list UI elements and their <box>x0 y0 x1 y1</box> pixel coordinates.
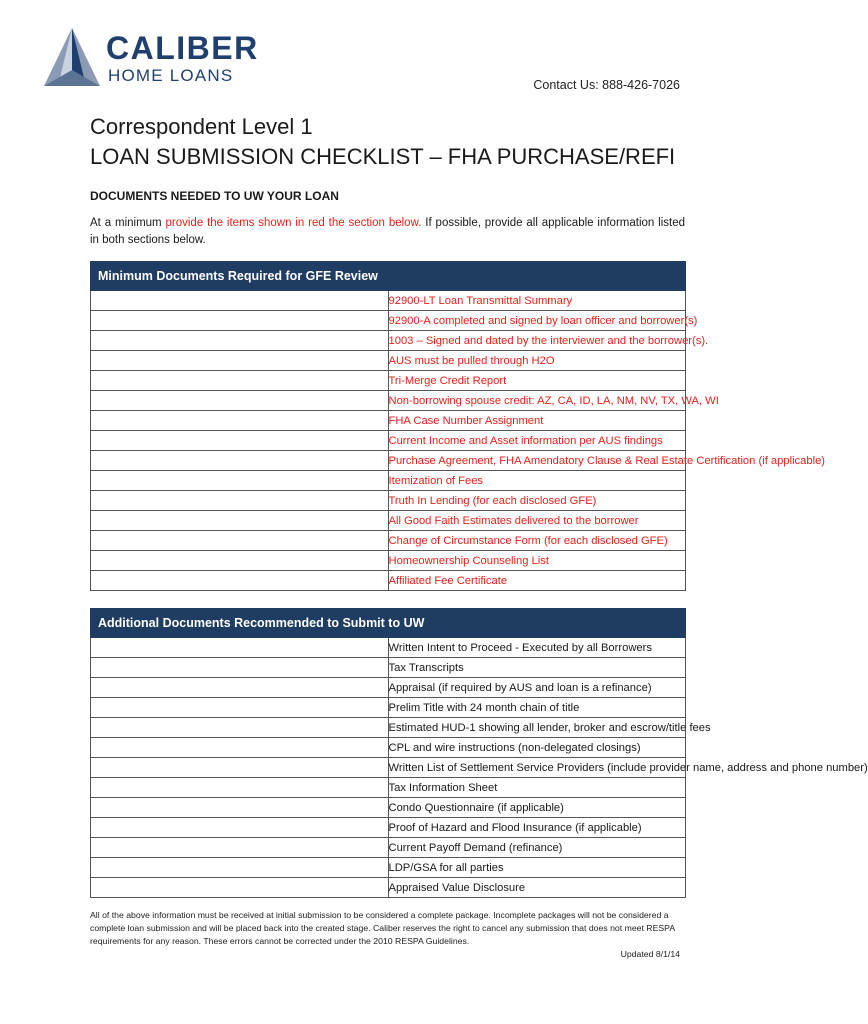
page-title-line2: LOAN SUBMISSION CHECKLIST – FHA PURCHASE/REFI <box>90 144 676 169</box>
checklist-row <box>91 391 686 411</box>
checklist-row <box>91 638 686 658</box>
checkbox-cell[interactable] <box>91 698 389 718</box>
checklist-item-text: Itemization of Fees <box>388 471 686 491</box>
checklist-item-text: Purchase Agreement, FHA Amendatory Clause & Real Estate Certification (if applicable) <box>388 451 686 471</box>
section-heading: DOCUMENTS NEEDED TO UW YOUR LOAN <box>90 189 339 203</box>
checklist-item-text: Non-borrowing spouse credit: AZ, CA, ID, LA, NM, NV, TX, WA, WI <box>388 391 686 411</box>
checkbox-cell[interactable] <box>91 571 389 591</box>
checkbox-cell[interactable] <box>91 678 389 698</box>
checkbox-cell[interactable] <box>91 658 389 678</box>
checklist-row <box>91 471 686 491</box>
checklist-item-text: Prelim Title with 24 month chain of title <box>388 698 686 718</box>
checklist-item-text: 92900-LT Loan Transmittal Summary <box>388 291 686 311</box>
contact-phone: Contact Us: 888-426-7026 <box>533 78 680 92</box>
checklist-row <box>91 878 686 898</box>
checkbox-cell[interactable] <box>91 858 389 878</box>
checkbox-cell[interactable] <box>91 638 389 658</box>
checklist-row <box>91 551 686 571</box>
checklist-row <box>91 411 686 431</box>
checkbox-cell[interactable] <box>91 511 389 531</box>
checkbox-cell[interactable] <box>91 818 389 838</box>
checklist-item-text: 1003 – Signed and dated by the interviewer and the borrower(s). <box>388 331 686 351</box>
checkbox-cell[interactable] <box>91 431 389 451</box>
brand-name-line2: HOME LOANS <box>108 66 234 85</box>
checklist-row <box>91 431 686 451</box>
footer-note: All of the above information must be received at initial submission to be considered a complete package. Incomplete packages will not be considered a complete loan submission and will be placed back into the created stage. Caliber reserves the right to cancel any submission that does not meet RESPA requirements for any reason. These errors cannot be corrected under the 2010 RESPA Guidelines. <box>90 910 675 946</box>
checklist-row <box>91 718 686 738</box>
checklist-row <box>91 838 686 858</box>
checklist-item-text: Tri-Merge Credit Report <box>388 371 686 391</box>
checkbox-cell[interactable] <box>91 531 389 551</box>
checkbox-cell[interactable] <box>91 758 389 778</box>
intro-text-highlight: provide the items shown in red the section below. <box>165 217 422 229</box>
checklist-item-text: FHA Case Number Assignment <box>388 411 686 431</box>
checklist-item-text: All Good Faith Estimates delivered to the borrower <box>388 511 686 531</box>
checklist-item-text: Proof of Hazard and Flood Insurance (if applicable) <box>388 818 686 838</box>
checkbox-cell[interactable] <box>91 551 389 571</box>
intro-paragraph <box>90 215 685 249</box>
checklist-item-text: Current Payoff Demand (refinance) <box>388 838 686 858</box>
checklist-row <box>91 798 686 818</box>
page-title-line1: Correspondent Level 1 <box>90 114 313 139</box>
checkbox-cell[interactable] <box>91 391 389 411</box>
checkbox-cell[interactable] <box>91 738 389 758</box>
updated-date: Updated 8/1/14 <box>620 949 680 959</box>
checkbox-cell[interactable] <box>91 311 389 331</box>
checkbox-cell[interactable] <box>91 798 389 818</box>
checklist-item-text: Appraisal (if required by AUS and loan is a refinance) <box>388 678 686 698</box>
additional-documents-header: Additional Documents Recommended to Submit to UW <box>91 609 686 638</box>
checklist-item-text: LDP/GSA for all parties <box>388 858 686 878</box>
checklist-row <box>91 311 686 331</box>
checklist-row <box>91 351 686 371</box>
checklist-item-text: 92900-A completed and signed by loan officer and borrower(s) <box>388 311 686 331</box>
checkbox-cell[interactable] <box>91 371 389 391</box>
checklist-item-text: Condo Questionnaire (if applicable) <box>388 798 686 818</box>
checklist-row <box>91 658 686 678</box>
checkbox-cell[interactable] <box>91 778 389 798</box>
checklist-item-text: Estimated HUD-1 showing all lender, broker and escrow/title fees <box>388 718 686 738</box>
checklist-item-text: Change of Circumstance Form (for each disclosed GFE) <box>388 531 686 551</box>
minimum-documents-table <box>90 261 826 591</box>
checklist-item-text: Truth In Lending (for each disclosed GFE) <box>388 491 686 511</box>
checkbox-cell[interactable] <box>91 471 389 491</box>
checkbox-cell[interactable] <box>91 351 389 371</box>
checklist-item-text: Affiliated Fee Certificate <box>388 571 686 591</box>
intro-text-end: If possible, provide all applicable information listed in both sections below. <box>90 217 686 246</box>
checkbox-cell[interactable] <box>91 291 389 311</box>
checklist-row <box>91 331 686 351</box>
minimum-documents-header: Minimum Documents Required for GFE Review <box>91 262 686 291</box>
checklist-row <box>91 858 686 878</box>
checklist-row <box>91 571 686 591</box>
checklist-row <box>91 291 686 311</box>
checkbox-cell[interactable] <box>91 718 389 738</box>
checkbox-cell[interactable] <box>91 331 389 351</box>
checklist-item-text: Current Income and Asset information per AUS findings <box>388 431 686 451</box>
checklist-row <box>91 371 686 391</box>
checklist-row <box>91 531 686 551</box>
triangle-logo-icon <box>40 26 104 94</box>
checkbox-cell[interactable] <box>91 451 389 471</box>
checklist-row <box>91 818 686 838</box>
checklist-row <box>91 738 686 758</box>
additional-documents-table <box>90 608 868 898</box>
checklist-item-text: CPL and wire instructions (non-delegated closings) <box>388 738 686 758</box>
checklist-item-text: Appraised Value Disclosure <box>388 878 686 898</box>
intro-text-start: At a minimum <box>90 217 166 229</box>
checklist-row <box>91 678 686 698</box>
checklist-row <box>91 451 686 471</box>
checkbox-cell[interactable] <box>91 838 389 858</box>
checklist-row <box>91 778 686 798</box>
checklist-row <box>91 698 686 718</box>
checkbox-cell[interactable] <box>91 878 389 898</box>
checkbox-cell[interactable] <box>91 411 389 431</box>
checklist-item-text: AUS must be pulled through H2O <box>388 351 686 371</box>
checklist-item-text: Tax Transcripts <box>388 658 686 678</box>
checklist-item-text: Written Intent to Proceed - Executed by all Borrowers <box>388 638 686 658</box>
checklist-item-text: Tax Information Sheet <box>388 778 686 798</box>
minimum-documents-list <box>91 291 826 591</box>
caliber-logo <box>40 26 272 94</box>
additional-documents-list <box>91 638 868 898</box>
brand-name-line1: CALIBER <box>106 30 259 66</box>
checklist-row <box>91 511 686 531</box>
checklist-row <box>91 758 686 778</box>
checkbox-cell[interactable] <box>91 491 389 511</box>
checklist-row <box>91 491 686 511</box>
checklist-item-text: Written List of Settlement Service Providers (include provider name, address and phone number) <box>388 758 686 778</box>
checklist-item-text: Homeownership Counseling List <box>388 551 686 571</box>
